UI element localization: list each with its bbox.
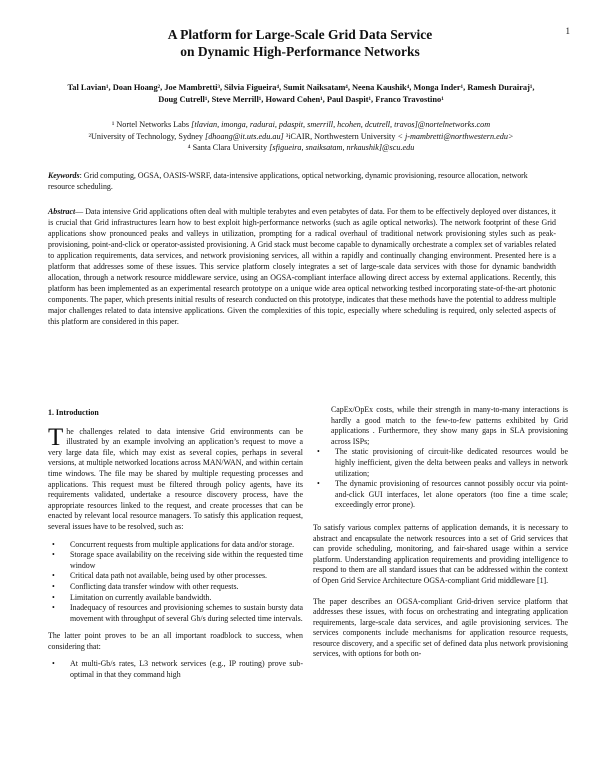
affiliation-1-email: [tlavian, imonga, radurai, pdaspit, smerrill, hcohen, dcutrell, travos]@nortelnetworks.com — [191, 120, 491, 129]
body-paragraph: The paper describes an OGSA-compliant Grid-driven service platform that addresses these issues, with focus on orchestrating and integrating application requirements, large-scale data services, and agile provisioning services. The services components include mechanisms for application resource requests, resource discovery, and a specific set of defined data plus network provisioning services, with options for both on- — [313, 596, 568, 659]
affiliation-3-email: < j-mambretti@northwestern.edu> — [397, 131, 514, 141]
list-item: • Limitation on currently available bandwidth. — [66, 593, 303, 604]
intro-paragraph-2: The latter point proves to be an all important roadblock to success, when considering that: — [48, 631, 303, 651]
abstract-label: Abstract — [48, 207, 76, 216]
affiliations — [30, 119, 572, 154]
affiliation-4 — [30, 142, 572, 154]
keywords-label: Keywords — [48, 171, 80, 180]
left-column — [48, 408, 303, 688]
authors-line-1: Tal Lavian¹, Doan Hoang², Joe Mambretti³, Silvia Figueira⁴, Sumit Naiksatam⁴, Neena Kaushik⁴, Monga Inder¹, Ramesh Durairaj¹, — [67, 83, 535, 92]
affiliation-2 — [30, 131, 572, 143]
list-item: • The static provisioning of circuit-like dedicated resources would be highly inefficient, given the delta between peaks and valleys in network utilization; — [331, 447, 568, 479]
affiliation-4-name: ⁴ Santa Clara University — [187, 143, 268, 152]
section-heading: 1. Introduction — [48, 408, 99, 417]
roadblock-list-start — [48, 659, 303, 680]
roadblock-list-rest — [313, 447, 568, 511]
title-line-1: A Platform for Large-Scale Grid Data Service — [167, 27, 433, 42]
affiliation-1-name: ¹ Nortel Networks Labs — [111, 120, 190, 129]
affiliation-4-email: [sfigueira, snaiksatam, nrkaushik]@scu.edu — [269, 143, 415, 152]
page-number: 1 — [565, 26, 570, 36]
intro-paragraph-1 — [48, 423, 303, 533]
list-item: • Critical data path not available, being used by other processes. — [66, 571, 303, 582]
abstract-block — [48, 206, 556, 327]
list-item: • Storage space availability on the receiving side within the requested time window — [66, 550, 303, 571]
list-item: • The dynamic provisioning of resources cannot possibly occur via point-and-click GUI interfaces, let alone operators (too fine a time scale; exceedingly error prone). — [331, 479, 568, 511]
affiliation-1 — [30, 119, 572, 131]
list-item-continued: CapEx/OpEx costs, while their strength in many-to-many interactions is hardly a good match to the few-to-few patterns exhibited by Grid applications . Furthermore, they show many gaps in SLA provisioning across ISPs; — [331, 405, 568, 446]
drop-cap: T — [48, 423, 64, 451]
authors-line-2: Doug Cutrell¹, Steve Merrill¹, Howard Cohen¹, Paul Daspit¹, Franco Travostino¹ — [158, 95, 444, 104]
affiliation-2-name: ²University of Technology, Sydney — [88, 131, 203, 141]
list-item: • At multi-Gb/s rates, L3 network services (e.g., IP routing) prove sub-optimal in that they command high — [66, 659, 303, 680]
list-item: • Conflicting data transfer window with other requests. — [66, 582, 303, 593]
affiliation-2-email: [dhoang@it.uts.edu.au] — [205, 131, 284, 141]
affiliation-3-name: ³iCAIR, Northwestern University — [285, 131, 396, 141]
abstract-text: — Data intensive Grid applications often deal with multiple terabytes and even petabytes of data. For them to be effectively deployed over distances, it is crucial that Grid infrastructures learn how to best exploit high-performance networks (such as agile optical networks). The network footprint of these Grid applications show pronounced peaks and valleys in utilization, prompting for a radical overhaul of traditional network provisioning styles such as peak-provisioning, point-and-click or operator-assisted provisioning. A Grid stack must become capable to dynamically orchestrate a complex set of variables related to application requirements, data services, and network provisioning services, all within a rapidly and continually changing environment. Presented here is a platform that addresses some of these issues. This service platform closely integrates a set of large-scale data services with those for dynamic bandwidth allocation, through a network resource middleware service, using an OGSA-compliant interface allowing direct access by external applications. Recently, this platform has been implemented as an experimental research prototype on a unique wide area optical networking testbed incorporating state-of-the-art photonic components. The paper, which presents initial results of research conducted on this prototype, indicates that these methods have the potential to address multiple major challenges related to data intensive applications. Given the complexities of this topic, especially where scheduling is required, only selected aspects of this platform are considered in this paper. — [48, 207, 556, 326]
title-line-2: on Dynamic High-Performance Networks — [180, 44, 420, 59]
paper-title — [0, 26, 600, 60]
right-column — [313, 405, 568, 667]
author-list — [40, 82, 562, 106]
body-paragraph: To satisfy various complex patterns of application demands, it is necessary to abstract and encapsulate the network resources into a set of Grid services that can provide scheduling, monitoring, and fair-shared usage within a service platform. Understanding application requirements and providing intelligence to respond to them are all standard issues that can be addressed within the context of Open Grid Service Architecture OGSA-compliant Grid middleware [1]. — [313, 522, 568, 585]
list-item: • Concurrent requests from multiple applications for data and/or storage. — [66, 540, 303, 551]
list-item: • Inadequacy of resources and provisioning schemes to sustain bursty data movement with throughput of several Gb/s during selected time intervals. — [66, 603, 303, 624]
issues-list — [48, 540, 303, 625]
keywords-text: : Grid computing, OGSA, OASIS-WSRF, data-intensive applications, optical networking, dynamic provisioning, resource allocation, network resource scheduling. — [48, 171, 528, 191]
keywords-block — [48, 170, 556, 192]
intro-paragraph-1-text: he challenges related to data intensive Grid environments can be illustrated by an example involving an application’s request to move a very large data file, which may exist as several copies, perhaps in several versions, at multiple networked locations across MAN/WAN, and within certain time windows. The file may be shared by multiple requesting processes and applications. This request must be filtered through policy agents, have its requirements validated, undertake a resource discovery process, have the appropriate resources linked to the request, and create processes that can be enacted by relevant local resource managers. To satisfy this application request, several issues have to be resolved, such as: — [48, 426, 303, 531]
